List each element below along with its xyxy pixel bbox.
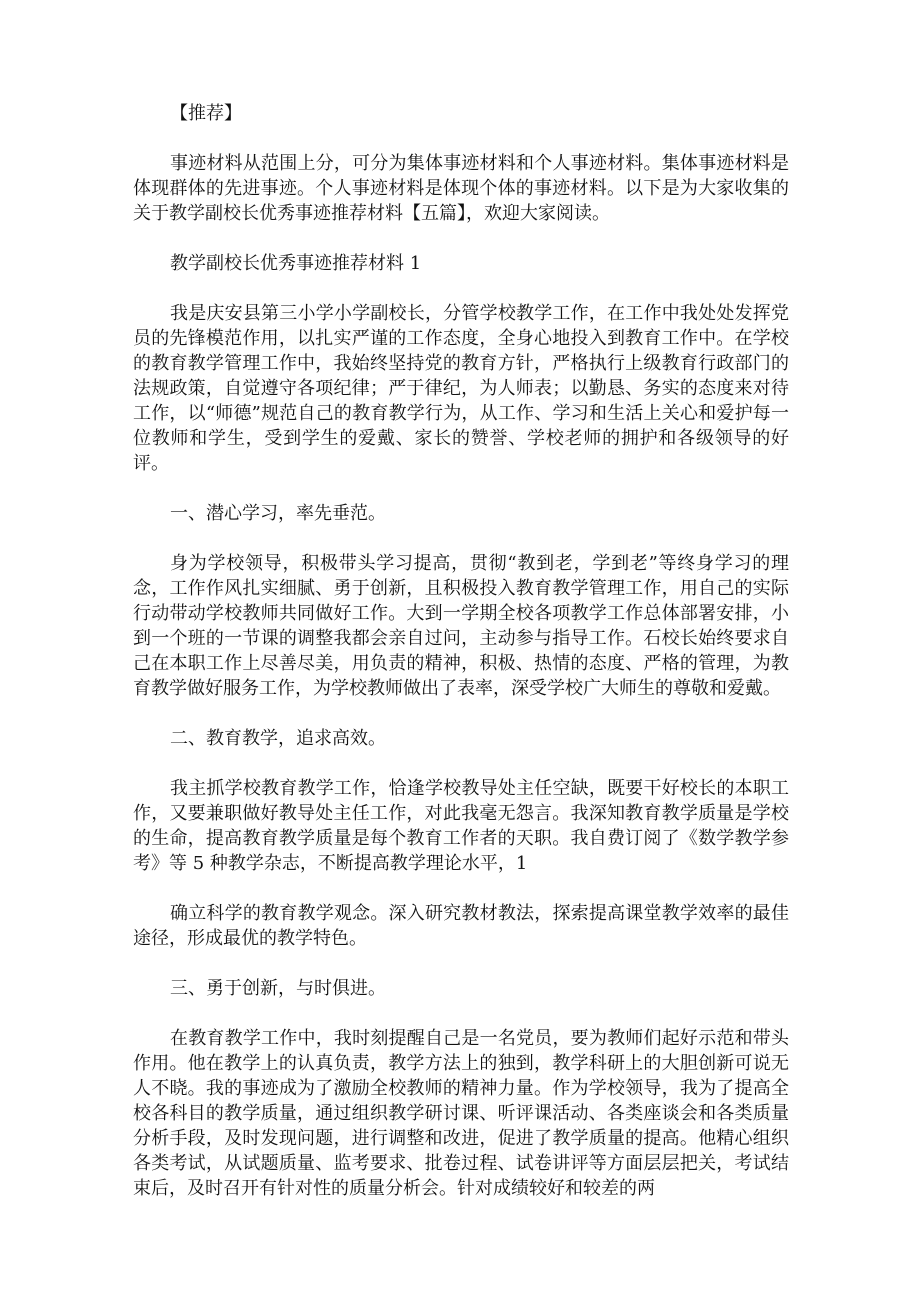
paragraph-3: 我主抓学校教育教学工作，恰逢学校教导处主任空缺，既要干好校长的本职工作，又要兼职做好教导处主任工作，对此我毫无怨言。我深知教育教学质量是学校的生命，提高教育教学质量是每个教育工作者的天职。我自费订阅了《数学教学参考》等 5 种教学杂志，不断提高教学理论水平，1 [133, 778, 789, 874]
section-heading-2: 二、教育教学，追求高效。 [170, 728, 386, 749]
paragraph-5: 在教育教学工作中，我时刻提醒自己是一名党员，要为教师们起好示范和带头作用。他在教学上的认真负责，教学方法上的独到，教学科研上的大胆创新可说无人不晓。我的事迹成为了激励全校教师的精神力量。作为学校领导，我为了提高全校各科目的教学质量，通过组织教学研讨课、听评课活动、各类座谈会和各类质量分析手段，及时发现问题，进行调整和改进，促进了教学质量的提高。他精心组织各类考试，从试题质量、监考要求、批卷过程、试卷讲评等方面层层把关，考试结束后，及时召开有针对性的质量分析会。针对成绩较好和较差的两 [133, 1028, 789, 1199]
paragraph-1: 我是庆安县第三小学小学副校长，分管学校教学工作，在工作中我处处发挥党员的先锋模范作用，以扎实严谨的工作态度，全身心地投入到教育工作中。在学校的教育教学管理工作中，我始终坚持党的教育方针，严格执行上级教育行政部门的法规政策，自觉遵守各项纪律；严于律纪，为人师表；以勤恳、务实的态度来对待工作，以“师德”规范自己的教育教学行为，从工作、学习和生活上关心和爱护每一位教师和学生，受到学生的爱戴、家长的赞誉、学校老师的拥护和各级领导的好评。 [133, 303, 789, 474]
section-heading-1: 一、潜心学习，率先垂范。 [170, 503, 386, 524]
paragraph-2: 身为学校领导，积极带头学习提高，贯彻“教到老，学到老”等终身学习的理念，工作作风扎实细腻、勇于创新，且积极投入教育教学管理工作，用自己的实际行动带动学校教师共同做好工作。大到一学期全校各项教学工作总体部署安排，小到一个班的一节课的调整我都会亲自过问，主动参与指导工作。石校长始终要求自己在本职工作上尽善尽美，用负责的精神，积极、热情的态度、严格的管理，为教育教学做好服务工作，为学校教师做出了表率，深受学校广大师生的尊敬和爱戴。 [133, 553, 789, 699]
document-body [133, 101, 789, 1226]
article-title: 教学副校长优秀事迹推荐材料 1 [170, 253, 422, 274]
intro-paragraph: 事迹材料从范围上分，可分为集体事迹材料和个人事迹材料。集体事迹材料是体现群体的先进事迹。个人事迹材料是体现个体的事迹材料。以下是为大家收集的关于教学副校长优秀事迹推荐材料【五篇】，欢迎大家阅读。 [133, 153, 789, 224]
paragraph-4: 确立科学的教育教学观念。深入研究教材教法，探索提高课堂教学效率的最佳途径，形成最优的教学特色。 [133, 903, 789, 949]
section-heading-3: 三、勇于创新，与时俱进。 [170, 978, 386, 999]
recommend-tag: 【推荐】 [170, 103, 242, 124]
